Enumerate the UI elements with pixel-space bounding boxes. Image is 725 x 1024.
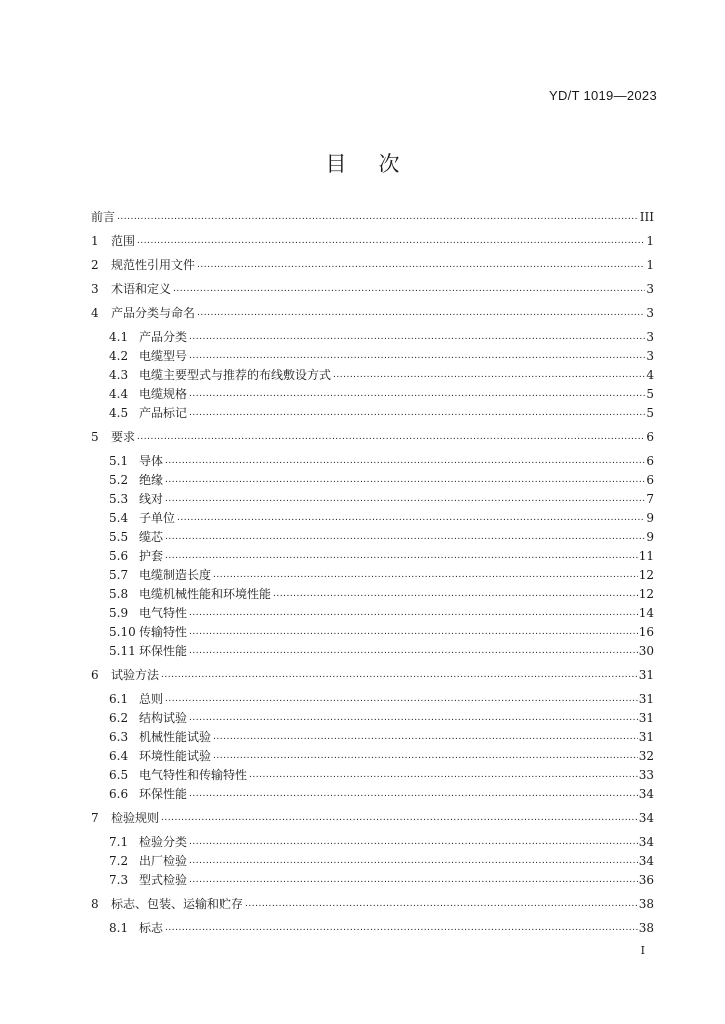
toc-entry-number: 5.9 [109, 606, 129, 621]
toc-leader-dots [165, 473, 645, 487]
toc-entry-title: 电缆机械性能和环境性能 [139, 586, 272, 601]
toc-entry-page: 3 [646, 348, 654, 363]
toc-entry-page: 7 [646, 491, 654, 506]
toc-entry-page: 38 [638, 897, 654, 912]
toc-subentry[interactable] [109, 686, 654, 706]
toc-entry-number: 5.5 [109, 529, 129, 544]
toc-leader-dots [189, 787, 638, 801]
toc-leader-dots [245, 897, 638, 911]
toc-entry-title: 电缆规格 [139, 386, 188, 401]
toc-subentry[interactable] [109, 381, 654, 401]
toc-entry-number: 4.3 [109, 367, 129, 382]
toc-entry-page: 33 [638, 768, 654, 783]
toc-entry-page: 1 [646, 233, 654, 248]
toc-leader-dots [117, 210, 639, 224]
toc-subentry[interactable] [109, 705, 654, 725]
toc-subentry[interactable] [109, 467, 654, 487]
toc-leader-dots [177, 511, 645, 525]
toc-entry-number: 4.1 [109, 329, 129, 344]
toc-leader-dots [165, 530, 645, 544]
toc-entry-title: 结构试验 [139, 711, 188, 726]
toc-leader-dots [189, 854, 638, 868]
toc-entry-title: 导体 [139, 453, 164, 468]
toc-entry-number: 5.11 [109, 644, 136, 659]
toc-leader-dots [161, 811, 638, 825]
toc-entry[interactable] [91, 252, 654, 272]
toc-entry[interactable] [91, 891, 654, 911]
toc-leader-dots [213, 730, 638, 744]
toc-entry-page: III [639, 210, 654, 224]
toc-entry-title: 环境性能试验 [139, 749, 212, 764]
toc-leader-dots [189, 644, 638, 658]
toc-leader-dots [249, 768, 638, 782]
toc-entry-title: 术语和定义 [111, 281, 172, 296]
toc-entry-number: 5.3 [109, 491, 129, 506]
toc-entry-title: 电缆制造长度 [139, 567, 212, 582]
toc-subentry[interactable] [109, 762, 654, 782]
toc-entry-title: 电气特性 [139, 606, 188, 621]
toc-subentry[interactable] [109, 781, 654, 801]
page-title: 目次 [325, 152, 432, 176]
toc-entry-title: 环保性能 [139, 644, 188, 659]
toc-leader-dots [189, 606, 638, 620]
toc-entry[interactable] [91, 276, 654, 296]
toc-entry-page: 3 [646, 329, 654, 344]
toc-entry-title: 产品标记 [139, 405, 188, 420]
toc-leader-dots [189, 711, 638, 725]
toc-entry-number: 8 [91, 897, 99, 912]
toc-entry-number: 5.6 [109, 548, 129, 563]
toc-subentry[interactable] [109, 400, 654, 420]
toc-subentry[interactable] [109, 867, 654, 887]
toc-entry-title: 绝缘 [139, 472, 164, 487]
toc-entry-page: 31 [638, 730, 654, 745]
toc-entry-number: 5.8 [109, 586, 129, 601]
toc-subentry[interactable] [109, 848, 654, 868]
toc-entry-page: 6 [646, 472, 654, 487]
toc-leader-dots [189, 873, 638, 887]
toc-entry-page: 5 [646, 405, 654, 420]
toc-subentry[interactable] [109, 829, 654, 849]
toc-entry-title: 护套 [139, 548, 164, 563]
toc-entry-number: 5 [91, 429, 99, 444]
toc-leader-dots [213, 749, 638, 763]
toc-entry[interactable] [91, 424, 654, 444]
toc-entry-page: 9 [646, 529, 654, 544]
toc-leader-dots [189, 835, 638, 849]
toc-entry-page: 11 [638, 548, 654, 563]
toc-leader-dots [189, 625, 638, 639]
toc-entry-page: 5 [646, 386, 654, 401]
toc-entry-number: 7.1 [109, 835, 129, 850]
toc-subentry[interactable] [109, 619, 654, 639]
toc-entry-number: 6 [91, 668, 99, 683]
toc-subentry[interactable] [109, 362, 654, 382]
toc-entry-number: 4 [91, 305, 99, 320]
toc-entry[interactable] [91, 805, 654, 825]
toc-entry-title: 标志、包装、运输和贮存 [111, 897, 244, 912]
toc-entry-number: 5.4 [109, 510, 129, 525]
toc-entry-number: 6.3 [109, 730, 129, 745]
toc-entry-number: 5.10 [109, 625, 136, 640]
toc-subentry[interactable] [109, 581, 654, 601]
toc-entry-title: 环保性能 [139, 787, 188, 802]
toc-entry-number: 5.7 [109, 567, 129, 582]
toc-entry-title: 产品分类与命名 [111, 305, 196, 320]
toc-subentry[interactable] [109, 343, 654, 363]
toc-entry[interactable] [91, 300, 654, 320]
toc-subentry[interactable] [109, 724, 654, 744]
toc-entry-number: 6.2 [109, 711, 129, 726]
toc-subentry[interactable] [109, 543, 654, 563]
toc-entry[interactable] [91, 204, 654, 224]
toc-entry-title: 电气特性和传输特性 [139, 768, 248, 783]
toc-entry-page: 36 [638, 873, 654, 888]
toc-entry-page: 3 [646, 281, 654, 296]
toc-subentry[interactable] [109, 743, 654, 763]
toc-entry-page: 16 [638, 625, 654, 640]
toc-entry-title: 规范性引用文件 [111, 257, 196, 272]
toc-entry-title: 电缆型号 [139, 348, 188, 363]
toc-subentry[interactable] [109, 600, 654, 620]
toc-entry-number: 6.5 [109, 768, 129, 783]
toc-leader-dots [197, 306, 645, 320]
toc-entry-title: 要求 [111, 429, 136, 444]
toc-entry-number: 4.5 [109, 405, 129, 420]
toc-entry-title: 线对 [139, 491, 164, 506]
toc-entry-title: 检验分类 [139, 835, 188, 850]
toc-leader-dots [165, 692, 638, 706]
toc-leader-dots [197, 258, 645, 272]
toc-subentry[interactable] [109, 562, 654, 582]
toc-entry-number: 6.4 [109, 749, 129, 764]
toc-leader-dots [165, 921, 638, 935]
toc-entry-page: 4 [646, 367, 654, 382]
toc-entry-page: 34 [638, 811, 654, 826]
toc-subentry[interactable] [109, 486, 654, 506]
toc-entry-title: 试验方法 [111, 668, 160, 683]
toc-entry[interactable] [91, 228, 654, 248]
toc-subentry[interactable] [109, 524, 654, 544]
toc-entry-number: 1 [91, 233, 99, 248]
toc-entry-number: 8.1 [109, 921, 129, 935]
toc-entry-page: 34 [638, 854, 654, 869]
toc-entry[interactable] [91, 662, 654, 682]
toc-leader-dots [165, 492, 645, 506]
toc-entry-page: 12 [638, 586, 654, 601]
toc-entry-number: 7.3 [109, 873, 129, 888]
document-code: YD/T 1019—2023 [548, 88, 657, 103]
toc-entry-page: 14 [638, 606, 654, 621]
toc-entry-page: 6 [646, 429, 654, 444]
toc-leader-dots [213, 568, 638, 582]
toc-leader-dots [189, 330, 645, 344]
toc-entry-title: 缆芯 [139, 529, 164, 544]
page-number: I [640, 944, 645, 957]
toc-leader-dots [189, 349, 645, 363]
toc-entry-number: 4.2 [109, 348, 129, 363]
toc-entry-title: 检验规则 [111, 811, 160, 826]
toc-leader-dots [173, 282, 645, 296]
toc-entry-page: 3 [646, 305, 654, 320]
toc-entry-title: 子单位 [139, 510, 176, 525]
toc-leader-dots [273, 587, 638, 601]
toc-entry-page: 31 [638, 711, 654, 726]
toc-entry-number: 3 [91, 281, 99, 296]
toc-entry-title: 标志 [139, 921, 164, 935]
toc-leader-dots [189, 406, 645, 420]
toc-entry-title: 电缆主要型式与推荐的布线敷设方式 [139, 367, 332, 382]
toc-entry-page: 1 [646, 257, 654, 272]
toc-entry-number: 7.2 [109, 854, 129, 869]
toc-leader-dots [189, 387, 645, 401]
toc-entry-page: 9 [646, 510, 654, 525]
toc-leader-dots [165, 549, 638, 563]
toc-entry-page: 12 [638, 567, 654, 582]
toc-entry-title: 总则 [139, 691, 164, 706]
toc-entry-page: 30 [638, 644, 654, 659]
toc-subentry[interactable] [109, 505, 654, 525]
toc-entry-page: 6 [646, 453, 654, 468]
toc-leader-dots [137, 430, 645, 444]
toc-entry-page: 38 [638, 921, 654, 935]
toc-entry-page: 31 [638, 691, 654, 706]
toc-leader-dots [333, 368, 645, 382]
toc-leader-dots [161, 668, 638, 682]
toc-entry-title: 型式检验 [139, 873, 188, 888]
toc-subentry[interactable] [109, 448, 654, 468]
toc-entry-title: 机械性能试验 [139, 730, 212, 745]
toc-leader-dots [137, 234, 645, 248]
toc-entry-page: 31 [638, 668, 654, 683]
toc-entry-number: 2 [91, 257, 99, 272]
toc-entry-page: 34 [638, 835, 654, 850]
toc-subentry[interactable] [109, 638, 654, 658]
toc-subentry[interactable] [109, 915, 654, 935]
toc-entry-number: 5.2 [109, 472, 129, 487]
toc-entry-number: 7 [91, 811, 99, 826]
toc-entry-number: 5.1 [109, 453, 129, 468]
toc-entry-number: 4.4 [109, 386, 129, 401]
toc-entry-page: 32 [638, 749, 654, 764]
toc-entry-title: 出厂检验 [139, 854, 188, 869]
toc-entry-title: 产品分类 [139, 329, 188, 344]
toc-entry-number: 6.6 [109, 787, 129, 802]
toc-subentry[interactable] [109, 324, 654, 344]
toc-entry-title: 前言 [91, 210, 116, 224]
toc-entry-title: 范围 [111, 233, 136, 248]
toc-entry-title: 传输特性 [139, 625, 188, 640]
toc-leader-dots [165, 454, 645, 468]
toc-entry-number: 6.1 [109, 691, 129, 706]
toc-entry-page: 34 [638, 787, 654, 802]
